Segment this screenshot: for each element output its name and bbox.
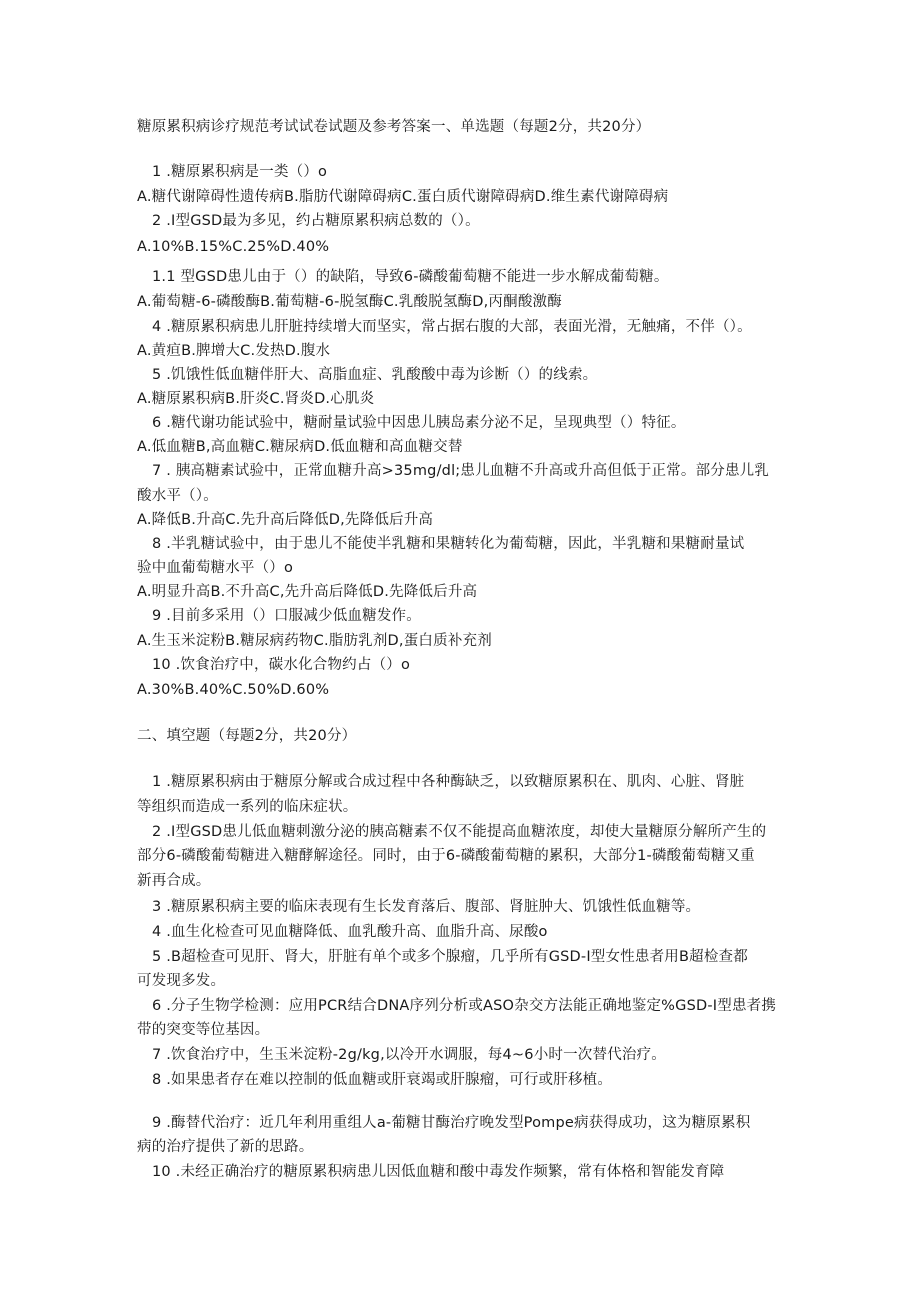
fill-item-continued: 可发现多发。 <box>137 973 226 989</box>
question-options: A.10%B.15%C.25%D.40% <box>137 239 330 255</box>
fill-item-continued: 新再合成。 <box>137 873 211 889</box>
question-stem: 9 .目前多采用（）口服减少低血糖发作。 <box>152 608 421 624</box>
question-options: A.明显升高B.不升高C,先升高后降低D.先降低后升高 <box>137 584 478 600</box>
fill-item-continued: 等组织而造成一系列的临床症状。 <box>137 799 358 815</box>
fill-item: 2 .I型GSD患儿低血糖刺激分泌的胰高糖素不仅不能提高血糖浓度，却使大量糖原分解所产生的 <box>152 824 767 840</box>
question-stem: 1.1 型GSD患儿由于（）的缺陷，导致6-磷酸葡萄糖不能进一步水解成葡萄糖。 <box>152 269 669 285</box>
question-stem: 8 .半乳糖试验中，由于患儿不能使半乳糖和果糖转化为葡萄糖，因此，半乳糖和果糖耐量试 <box>152 536 745 552</box>
document-title: 糖原累积病诊疗规范考试试卷试题及参考答案一、单选题（每题2分，共20分） <box>137 119 651 135</box>
fill-item: 5 .B超检查可见肝、肾大，肝脏有单个或多个腺瘤，几乎所有GSD-I型女性患者用B超检查都 <box>152 949 748 965</box>
question-stem-continued: 验中血葡萄糖水平（）o <box>137 560 294 576</box>
fill-item: 7 .饮食治疗中，生玉米淀粉-2g∕kg,以冷开水调服，每4~6小时一次替代治疗。 <box>152 1047 666 1063</box>
question-options: A.降低B.升高C.先升高后降低D,先降低后升高 <box>137 512 434 528</box>
section-title: 二、填空题（每题2分，共20分） <box>137 728 357 744</box>
question-stem: 6 .糖代谢功能试验中，糖耐量试验中因患儿胰岛素分泌不足，呈现典型（）特征。 <box>152 415 686 431</box>
question-options: A.葡萄糖-6-磷酸酶B.葡萄糖-6-脱氢酶C.乳酸脱氢酶D,丙酮酸激酶 <box>137 294 562 310</box>
question-stem: 4 .糖原累积病患儿肝脏持续增大而坚实，常占据右腹的大部，表面光滑，无触痛，不伴（）。 <box>152 319 752 335</box>
question-stem: 5 .饥饿性低血糖伴肝大、高脂血症、乳酸酸中毒为诊断（）的线索。 <box>152 367 598 383</box>
fill-item-continued: 部分6-磷酸葡萄糖进入糖酵解途径。同时，由于6-磷酸葡萄糖的累积，大部分1-磷酸葡萄糖又重 <box>137 848 755 864</box>
question-stem-continued: 酸水平（）。 <box>137 488 218 504</box>
fill-item: 8 .如果患者存在难以控制的低血糖或肝衰竭或肝腺瘤，可行或肝移植。 <box>152 1072 613 1088</box>
question-options: A.糖代谢障碍性遗传病B.脂肪代谢障碍病C.蛋白质代谢障碍病D.维生素代谢障碍病 <box>137 189 669 205</box>
fill-item: 9 .酶替代治疗：近几年利用重组人a-葡糖甘酶治疗晚发型Pompe病获得成功，这为糖原累积 <box>152 1115 751 1131</box>
question-stem: 1 .糖原累积病是一类（）o <box>152 164 328 180</box>
fill-item: 4 .血生化检查可见血糖降低、血乳酸升高、血脂升高、尿酸o <box>152 924 548 940</box>
question-options: A.30%B.40%C.50%D.60% <box>137 682 330 698</box>
fill-item-continued: 病的治疗提供了新的思路。 <box>137 1139 314 1155</box>
question-stem: 7 . 胰高糖素试验中，正常血糖升高>35mg∕dl;患儿血糖不升高或升高但低于正常。部分患儿乳 <box>152 463 770 479</box>
fill-item-continued: 带的突变等位基因。 <box>137 1022 270 1038</box>
question-options: A.黄疸B.脾增大C.发热D.腹水 <box>137 343 331 359</box>
question-options: A.低血糖B,高血糖C.糖尿病D.低血糖和高血糖交替 <box>137 439 463 455</box>
question-stem: 10 .饮食治疗中，碳水化合物约占（）o <box>152 657 411 673</box>
fill-item: 10 .未经正确治疗的糖原累积病患儿因低血糖和酸中毒发作频繁，常有体格和智能发育障 <box>152 1164 725 1180</box>
question-options: A.生玉米淀粉B.糖尿病药物C.脂肪乳剂D,蛋白质补充剂 <box>137 633 492 649</box>
fill-item: 3 .糖原累积病主要的临床表现有生长发育落后、腹部、肾脏肿大、饥饿性低血糖等。 <box>152 899 701 915</box>
question-stem: 2 .I型GSD最为多见，约占糖原累积病总数的（）。 <box>152 213 480 229</box>
fill-item: 1 .糖原累积病由于糖原分解或合成过程中各种酶缺乏，以致糖原累积在、肌肉、心脏、肾脏 <box>152 774 745 790</box>
fill-item: 6 .分子生物学检测：应用PCR结合DNA序列分析或ASO杂交方法能正确地鉴定%GSD-I型患者携 <box>152 998 777 1014</box>
question-options: A.糖原累积病B.肝炎C.肾炎D.心肌炎 <box>137 391 375 407</box>
